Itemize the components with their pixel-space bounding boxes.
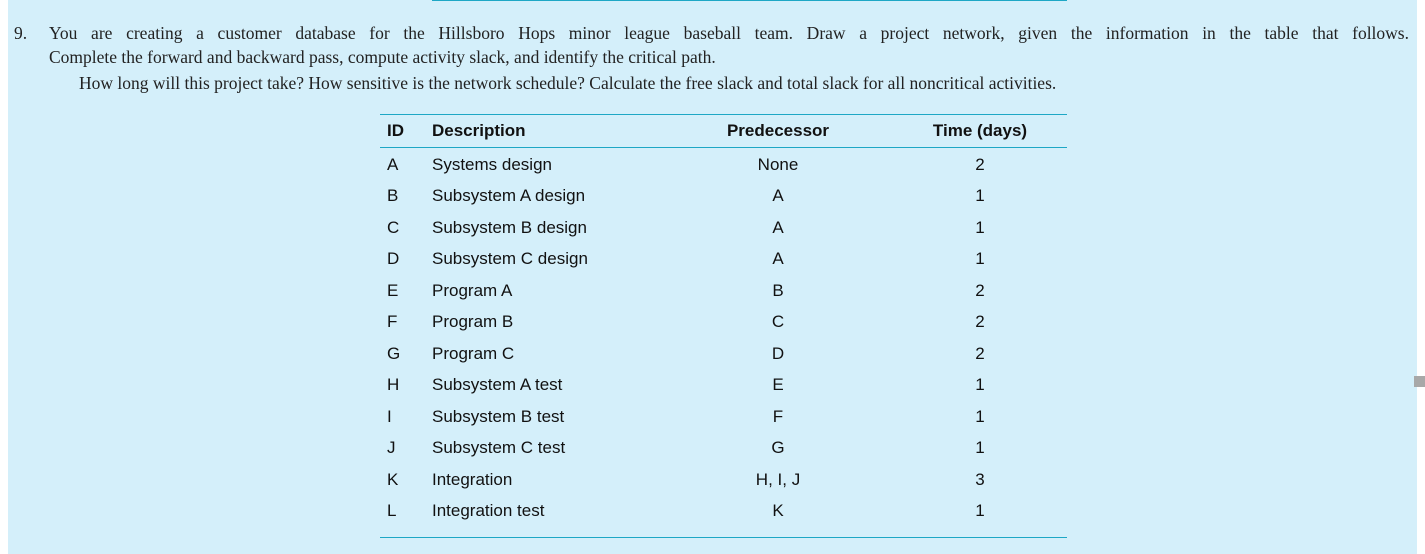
cell-id: B (387, 186, 399, 206)
table-row (380, 496, 1067, 528)
cell-id: K (387, 469, 399, 489)
cell-predecessor: H, I, J (755, 469, 801, 489)
question-text-line-2: Complete the forward and backward pass, compute activity slack, and identify the critical path. (49, 47, 716, 67)
table-row (380, 338, 1067, 370)
table-row (380, 244, 1067, 276)
cell-description: Integration test (432, 501, 545, 521)
cell-id: L (387, 501, 397, 521)
cell-description: Program A (432, 280, 513, 300)
scrollbar-thumb[interactable] (1414, 376, 1425, 387)
cell-time: 2 (975, 343, 985, 363)
cell-predecessor: D (771, 343, 785, 363)
table-row (380, 212, 1067, 244)
cell-predecessor: E (772, 375, 784, 395)
cell-description: Subsystem A test (432, 375, 563, 395)
table-body (380, 148, 1067, 537)
cell-predecessor: A (772, 186, 784, 206)
table-row (380, 149, 1067, 181)
header-id: ID (387, 121, 404, 140)
cell-predecessor: A (772, 249, 784, 269)
cell-predecessor: B (772, 280, 784, 300)
table-row (380, 464, 1067, 496)
cell-time: 1 (975, 217, 985, 237)
table-row (380, 275, 1067, 307)
top-divider (432, 0, 1067, 1)
cell-id: E (387, 280, 399, 300)
cell-time: 1 (975, 501, 985, 521)
table-row (380, 401, 1067, 433)
cell-time: 1 (975, 249, 985, 269)
cell-time: 1 (975, 186, 985, 206)
cell-id: I (387, 406, 392, 426)
cell-predecessor: G (771, 438, 785, 458)
cell-time: 1 (975, 375, 985, 395)
cell-time: 1 (975, 406, 985, 426)
cell-id: F (387, 312, 398, 332)
cell-description: Integration (432, 469, 513, 489)
cell-time: 2 (975, 312, 985, 332)
cell-id: D (387, 249, 400, 269)
table-bottom-rule (380, 537, 1067, 538)
cell-description: Systems design (432, 154, 552, 174)
question-text-line-3: How long will this project take? How sensitive is the network schedule? Calculate the free slack and total slack for all noncritical activities. (79, 73, 1057, 93)
question-text-line-1: You are creating a customer database for the Hillsboro Hops minor league baseball team. Draw a project network, given the information in the table that follows. (49, 23, 1409, 43)
question-number: 9. (14, 23, 28, 43)
cell-predecessor: F (772, 406, 784, 426)
table-row (380, 370, 1067, 402)
cell-description: Subsystem C test (432, 438, 566, 458)
cell-id: G (387, 343, 401, 363)
cell-id: A (387, 154, 399, 174)
cell-time: 2 (975, 280, 985, 300)
table-row (380, 181, 1067, 213)
cell-description: Subsystem B design (432, 217, 587, 237)
cell-id: C (387, 217, 400, 237)
table-header-row (380, 115, 1067, 147)
cell-predecessor: C (771, 312, 785, 332)
cell-time: 1 (975, 438, 985, 458)
header-description: Description (432, 121, 526, 140)
cell-description: Subsystem A design (432, 186, 586, 206)
header-time: Time (days) (932, 121, 1028, 140)
cell-predecessor: A (772, 217, 784, 237)
cell-description: Program C (432, 343, 515, 363)
cell-predecessor: K (772, 501, 784, 521)
cell-predecessor: None (757, 154, 799, 174)
cell-id: H (387, 375, 400, 395)
activity-table (380, 114, 1067, 538)
table-row (380, 307, 1067, 339)
header-predecessor: Predecessor (726, 121, 830, 140)
cell-description: Program B (432, 312, 514, 332)
cell-description: Subsystem C design (432, 249, 588, 269)
cell-time: 3 (975, 469, 985, 489)
cell-time: 2 (975, 154, 985, 174)
cell-id: J (387, 438, 396, 458)
cell-description: Subsystem B test (432, 406, 565, 426)
table-row (380, 433, 1067, 465)
